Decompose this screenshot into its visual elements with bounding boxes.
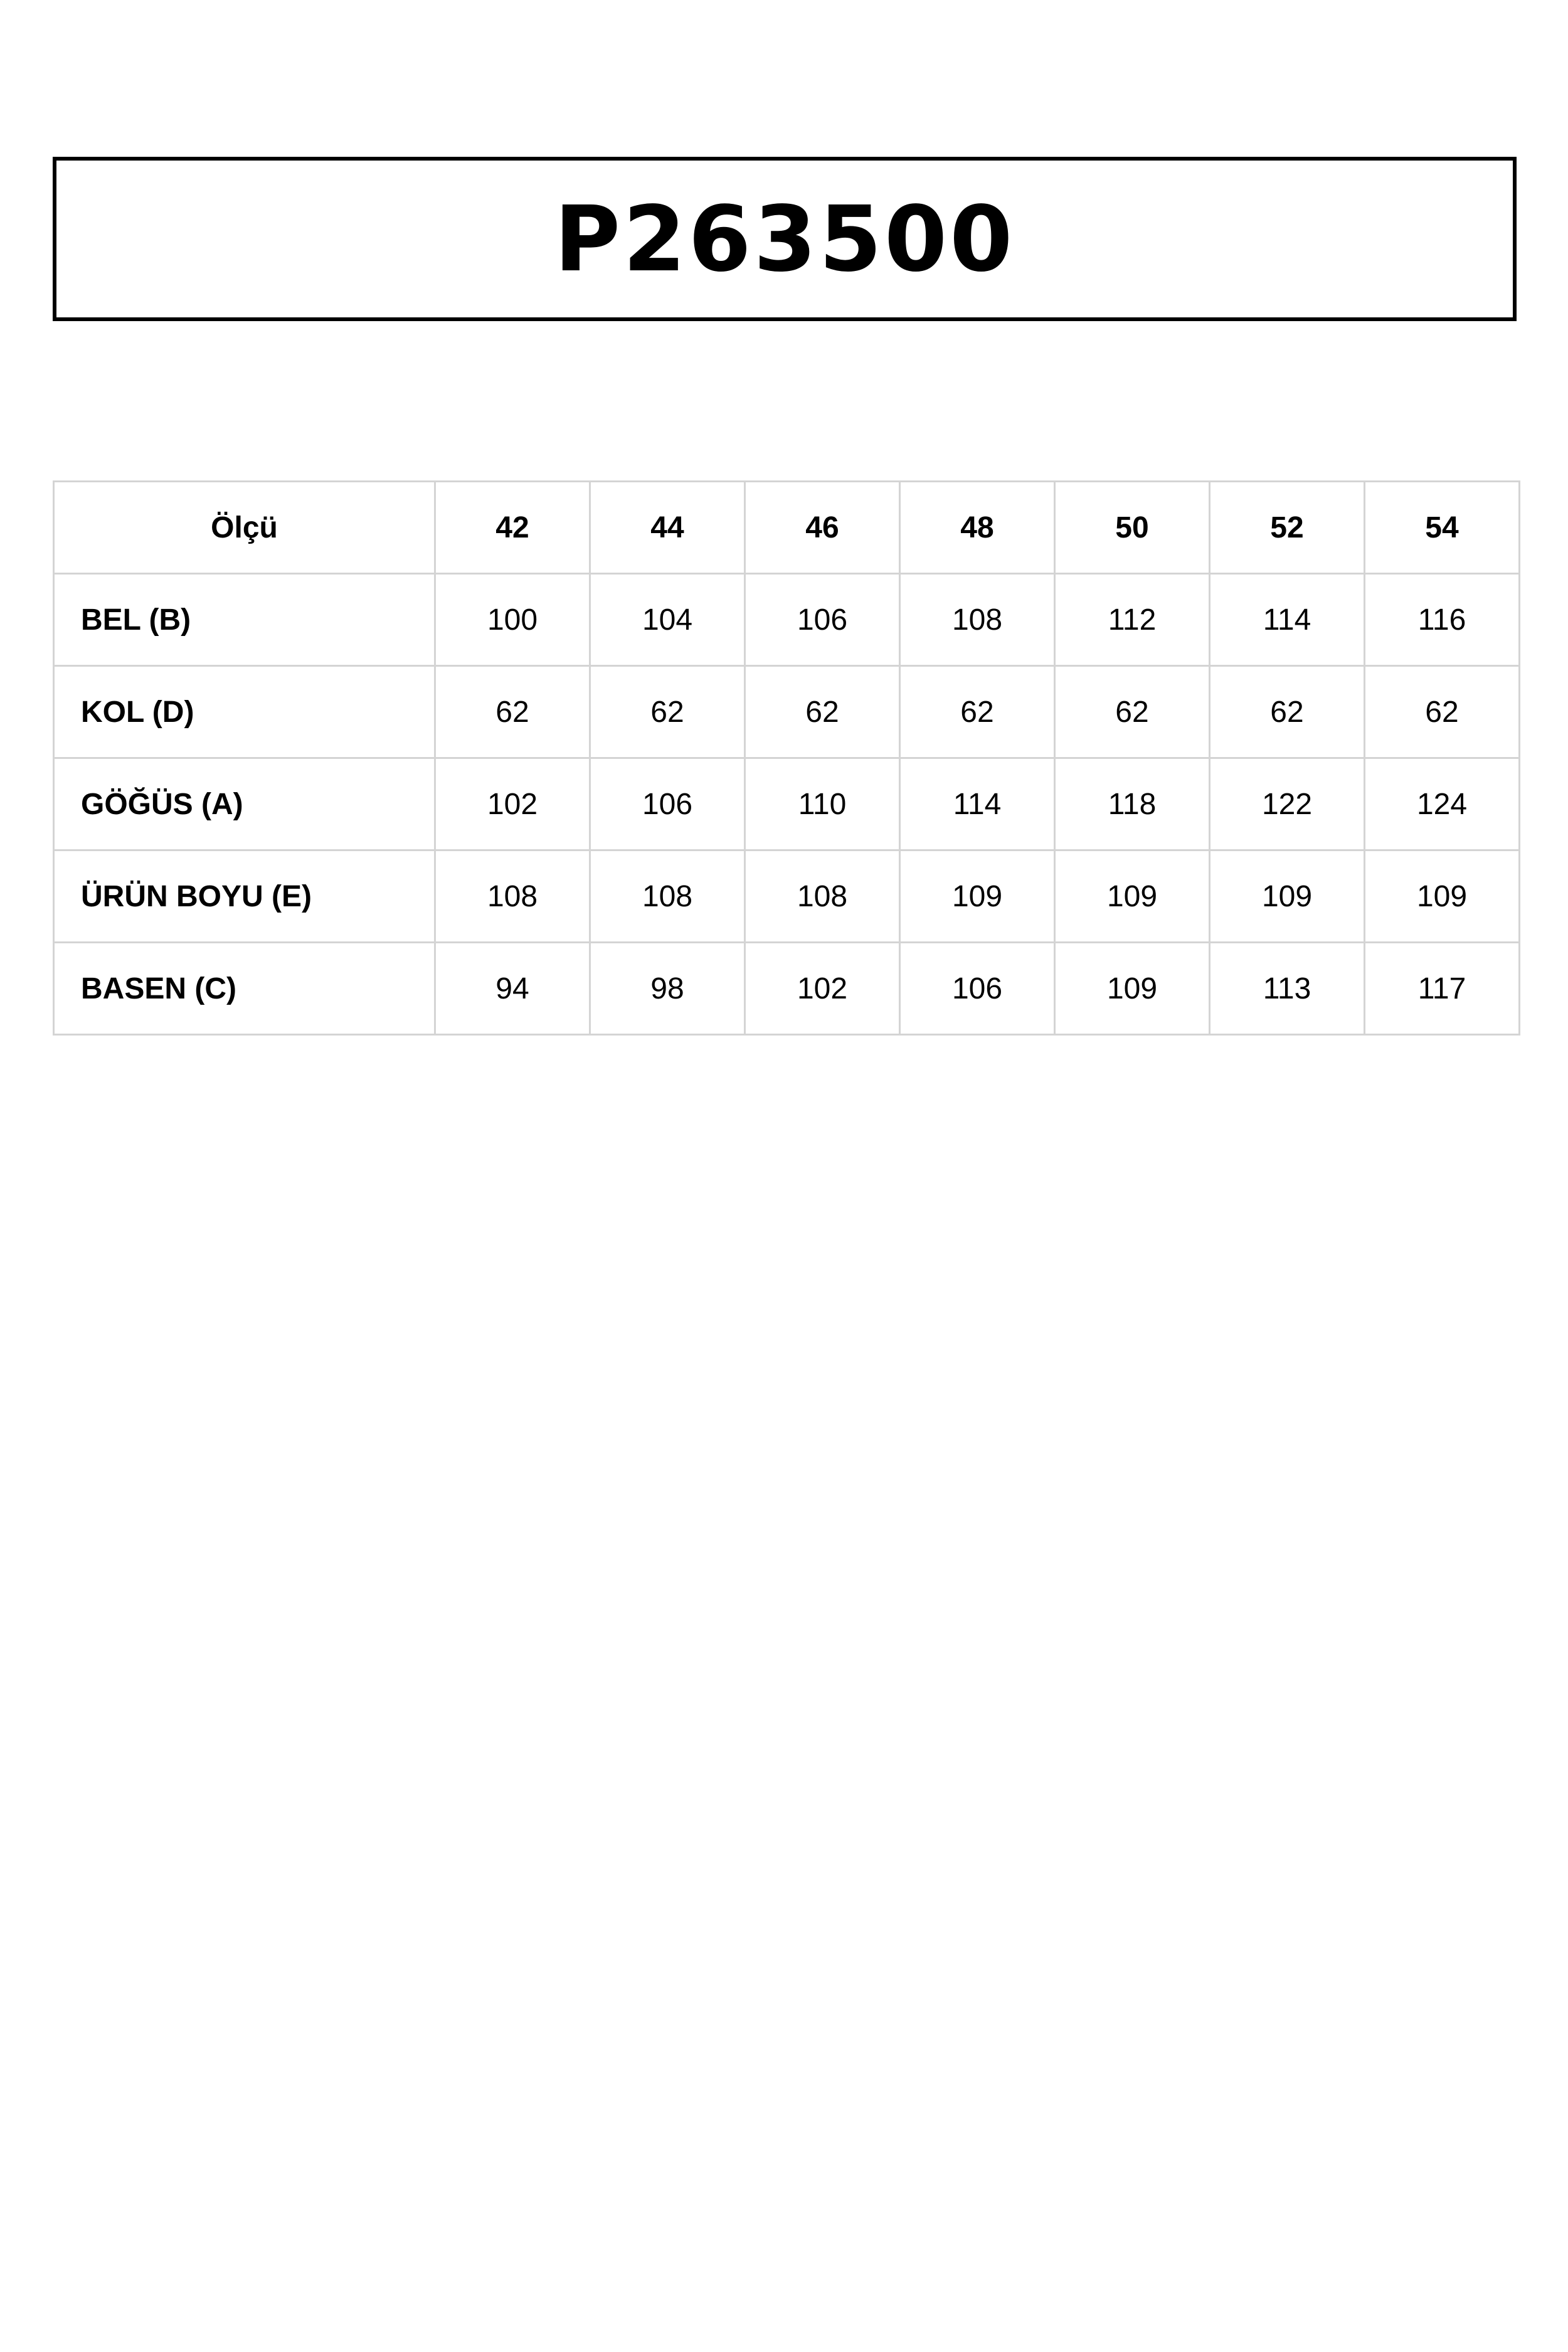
size-header: 44 (590, 482, 745, 574)
corner-header: Ölçü (54, 482, 435, 574)
table-cell: 104 (590, 574, 745, 666)
table-cell: 62 (745, 666, 900, 758)
table-cell: 106 (590, 758, 745, 850)
table-cell: 62 (1365, 666, 1520, 758)
table-cell: 117 (1365, 943, 1520, 1035)
table-cell: 109 (1365, 850, 1520, 943)
table-cell: 62 (1210, 666, 1365, 758)
table-cell: 109 (1210, 850, 1365, 943)
table-cell: 108 (745, 850, 900, 943)
size-header: 52 (1210, 482, 1365, 574)
table-cell: 106 (745, 574, 900, 666)
table-cell: 106 (900, 943, 1055, 1035)
table-cell: 62 (900, 666, 1055, 758)
table-row (54, 666, 1520, 758)
row-label: GÖĞÜS (A) (54, 758, 435, 850)
table-row (54, 574, 1520, 666)
table-cell: 118 (1055, 758, 1210, 850)
table-cell: 109 (1055, 943, 1210, 1035)
table-cell: 110 (745, 758, 900, 850)
table-cell: 108 (435, 850, 590, 943)
size-chart-table (53, 480, 1520, 1036)
table-cell: 62 (435, 666, 590, 758)
table-cell: 109 (900, 850, 1055, 943)
title-box (53, 157, 1517, 321)
table-cell: 62 (1055, 666, 1210, 758)
row-label: BEL (B) (54, 574, 435, 666)
table-cell: 112 (1055, 574, 1210, 666)
table-cell: 100 (435, 574, 590, 666)
row-label: KOL (D) (54, 666, 435, 758)
table-cell: 98 (590, 943, 745, 1035)
table-row (54, 943, 1520, 1035)
table-cell: 113 (1210, 943, 1365, 1035)
size-header: 54 (1365, 482, 1520, 574)
product-code-title: P263500 (554, 186, 1015, 292)
table-cell: 94 (435, 943, 590, 1035)
table-cell: 62 (590, 666, 745, 758)
size-header: 50 (1055, 482, 1210, 574)
size-header: 48 (900, 482, 1055, 574)
table-cell: 114 (900, 758, 1055, 850)
header-row (54, 482, 1520, 574)
table-cell: 108 (900, 574, 1055, 666)
table-cell: 116 (1365, 574, 1520, 666)
table-cell: 108 (590, 850, 745, 943)
size-header: 42 (435, 482, 590, 574)
row-label: BASEN (C) (54, 943, 435, 1035)
table-cell: 102 (745, 943, 900, 1035)
table-cell: 124 (1365, 758, 1520, 850)
table-cell: 114 (1210, 574, 1365, 666)
size-header: 46 (745, 482, 900, 574)
table-cell: 102 (435, 758, 590, 850)
table-cell: 109 (1055, 850, 1210, 943)
row-label: ÜRÜN BOYU (E) (54, 850, 435, 943)
table-row (54, 758, 1520, 850)
table-row (54, 850, 1520, 943)
table-cell: 122 (1210, 758, 1365, 850)
